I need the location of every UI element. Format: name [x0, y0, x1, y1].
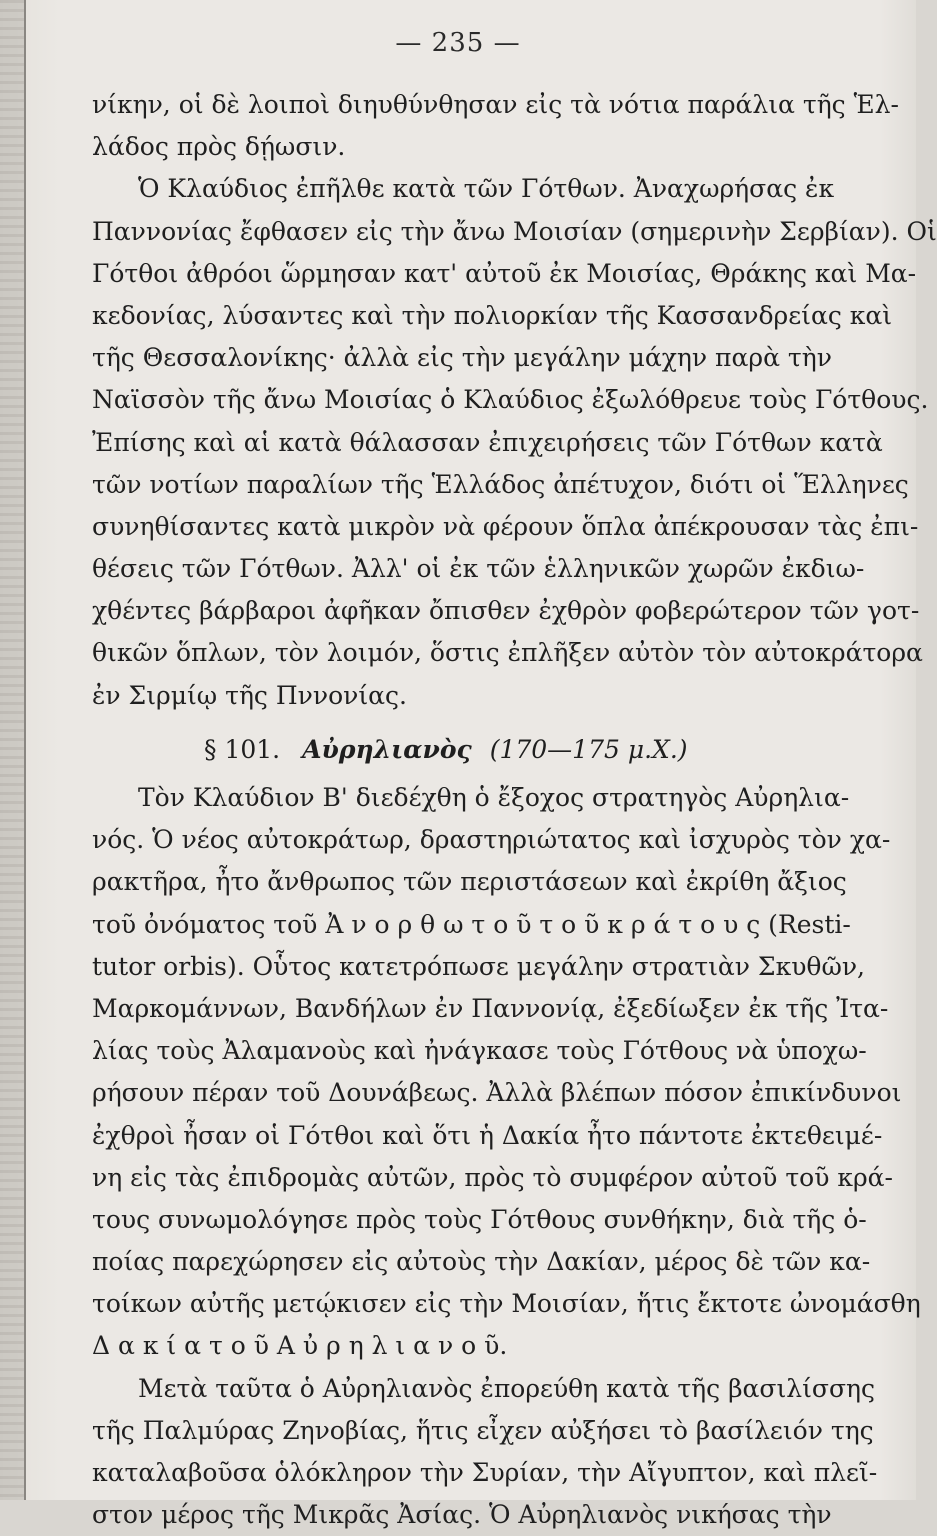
text-line: τῆς Θεσσαλονίκης· ἀλλὰ εἰς τὴν μεγάλην μάχην παρὰ τὴν	[92, 343, 832, 373]
section-heading	[92, 729, 822, 771]
text-line: tutor orbis). Οὗτος κατετρόπωσε μεγάλην στρατιὰν Σκυθῶν,	[92, 951, 865, 981]
text-line: νη εἰς τὰς ἐπιδρομὰς αὐτῶν, πρὸς τὸ συμφέρον αὐτοῦ τοῦ κρά-	[92, 1162, 894, 1192]
text-line: καταλαβοῦσα ὁλόκληρον τὴν Συρίαν, τὴν Αἴγυπτον, καὶ πλεῖ-	[92, 1458, 878, 1487]
text-line: τοίκων αὐτῆς μετῴκισεν εἰς τὴν Μοισίαν, ἥτις ἔκτοτε ὠνομάσθη	[92, 1289, 921, 1319]
text-line: τῶν νοτίων παραλίων τῆς Ἑλλάδος ἀπέτυχον, διότι οἱ Ἕλληνες	[92, 469, 909, 499]
text-line: Δ α κ ί α τ ο ῦ Α ὐ ρ η λ ι α ν ο ῦ.	[92, 1331, 508, 1361]
text-line: τους συνωμολόγησε πρὸς τοὺς Γότθους συνθήκην, διὰ τῆς ὁ-	[92, 1204, 867, 1234]
text-line: Μετὰ ταῦτα ὁ Αὐρηλιανὸς ἐπορεύθη κατὰ τῆς βασιλίσσης	[138, 1373, 876, 1403]
text-line: ρακτῆρα, ἦτο ἄνθρωπος τῶν περιστάσεων καὶ ἐκρίθη ἄξιος	[92, 867, 847, 897]
text-line: συνηθίσαντες κατὰ μικρὸν νὰ φέρουν ὅπλα ἀπέκρουσαν τὰς ἐπι-	[92, 511, 919, 541]
text-line: θέσεις τῶν Γότθων. Ἀλλ' οἱ ἐκ τῶν ἑλληνικῶν χωρῶν ἐκδιω-	[92, 554, 865, 584]
text-line: Γότθοι ἀθρόοι ὥρμησαν κατ' αὐτοῦ ἐκ Μοισίας, Θράκης καὶ Μα-	[92, 258, 917, 288]
binding-gutter	[0, 0, 26, 1500]
text-line: κεδονίας, λύσαντες καὶ τὴν πολιορκίαν τῆς Κασσανδρείας καὶ	[92, 300, 893, 330]
text-line: λάδος πρὸς δῄωσιν.	[92, 132, 346, 162]
text-line: ἐν Σιρμίῳ τῆς Πννονίας.	[92, 680, 407, 710]
text-line: Μαρκομάννων, Βανδήλων ἐν Παννονίᾳ, ἐξεδίωξεν ἐκ τῆς Ἰτα-	[92, 993, 889, 1023]
text-line: νός. Ὁ νέος αὐτοκράτωρ, δραστηριώτατος καὶ ἰσχυρὸς τὸν χα-	[92, 825, 891, 855]
text-line: Τὸν Κλαύδιον Β' διεδέχθη ὁ ἔξοχος στρατηγὸς Αὐρηλια-	[138, 783, 850, 812]
text-line: Ἐπίσης καὶ αἱ κατὰ θάλασσαν ἐπιχειρήσεις τῶν Γότθων κατὰ	[92, 427, 883, 457]
body-text	[92, 84, 937, 1536]
text-line: θικῶν ὅπλων, τὸν λοιμόν, ὅστις ἐπλῆξεν αὐτὸν τὸν αὐτοκράτορα	[92, 638, 923, 668]
text-line: Ὁ Κλαύδιος ἐπῆλθε κατὰ τῶν Γότθων. Ἀναχωρήσας ἐκ	[138, 174, 835, 204]
section-title: Αὐρηλιανὸς	[302, 734, 472, 764]
section-number: § 101.	[204, 734, 281, 764]
text-line: ποίας παρεχώρησεν εἰς αὐτοὺς τὴν Δακίαν, μέρος δὲ τῶν κα-	[92, 1247, 871, 1277]
page-number: — 235 —	[395, 28, 521, 58]
text-line: ἐχθροὶ ἦσαν οἱ Γότθοι καὶ ὅτι ἡ Δακία ἦτο πάντοτε ἐκτεθειμέ-	[92, 1120, 883, 1150]
text-line: ρήσουν πέραν τοῦ Δουνάβεως. Ἀλλὰ βλέπων πόσον ἐπικίνδυνοι	[92, 1078, 902, 1108]
text-line: τοῦ ὀνόματος τοῦ Ἀ ν ο ρ θ ω τ ο ῦ τ ο ῦ κ ρ ά τ ο υ ς (Resti-	[92, 909, 851, 939]
text-line: τῆς Παλμύρας Ζηνοβίας, ἥτις εἶχεν αὐξήσει τὸ βασίλειόν της	[92, 1415, 874, 1445]
section-dates: (170—175 μ.Χ.)	[489, 734, 688, 764]
text-line: νίκην, οἱ δὲ λοιποὶ διηυθύνθησαν εἰς τὰ νότια παράλια τῆς Ἑλ-	[92, 90, 899, 119]
text-line: Παννονίας ἔφθασεν εἰς τὴν ἄνω Μοισίαν (σημερινὴν Σερβίαν). Οἱ	[92, 216, 937, 246]
text-line: στον μέρος τῆς Μικρᾶς Ἀσίας. Ὁ Αὐρηλιανὸς νικήσας τὴν	[92, 1500, 832, 1530]
text-line: χθέντες βάρβαροι ἀφῆκαν ὄπισθεν ἐχθρὸν φοβερώτερον τῶν γοτ-	[92, 596, 920, 626]
text-line: Ναϊσσὸν τῆς ἄνω Μοισίας ὁ Κλαύδιος ἐξωλόθρευε τοὺς Γότθους.	[92, 385, 929, 415]
text-line: λίας τοὺς Ἀλαμανοὺς καὶ ἠνάγκασε τοὺς Γότθους νὰ ὑποχω-	[92, 1036, 867, 1066]
